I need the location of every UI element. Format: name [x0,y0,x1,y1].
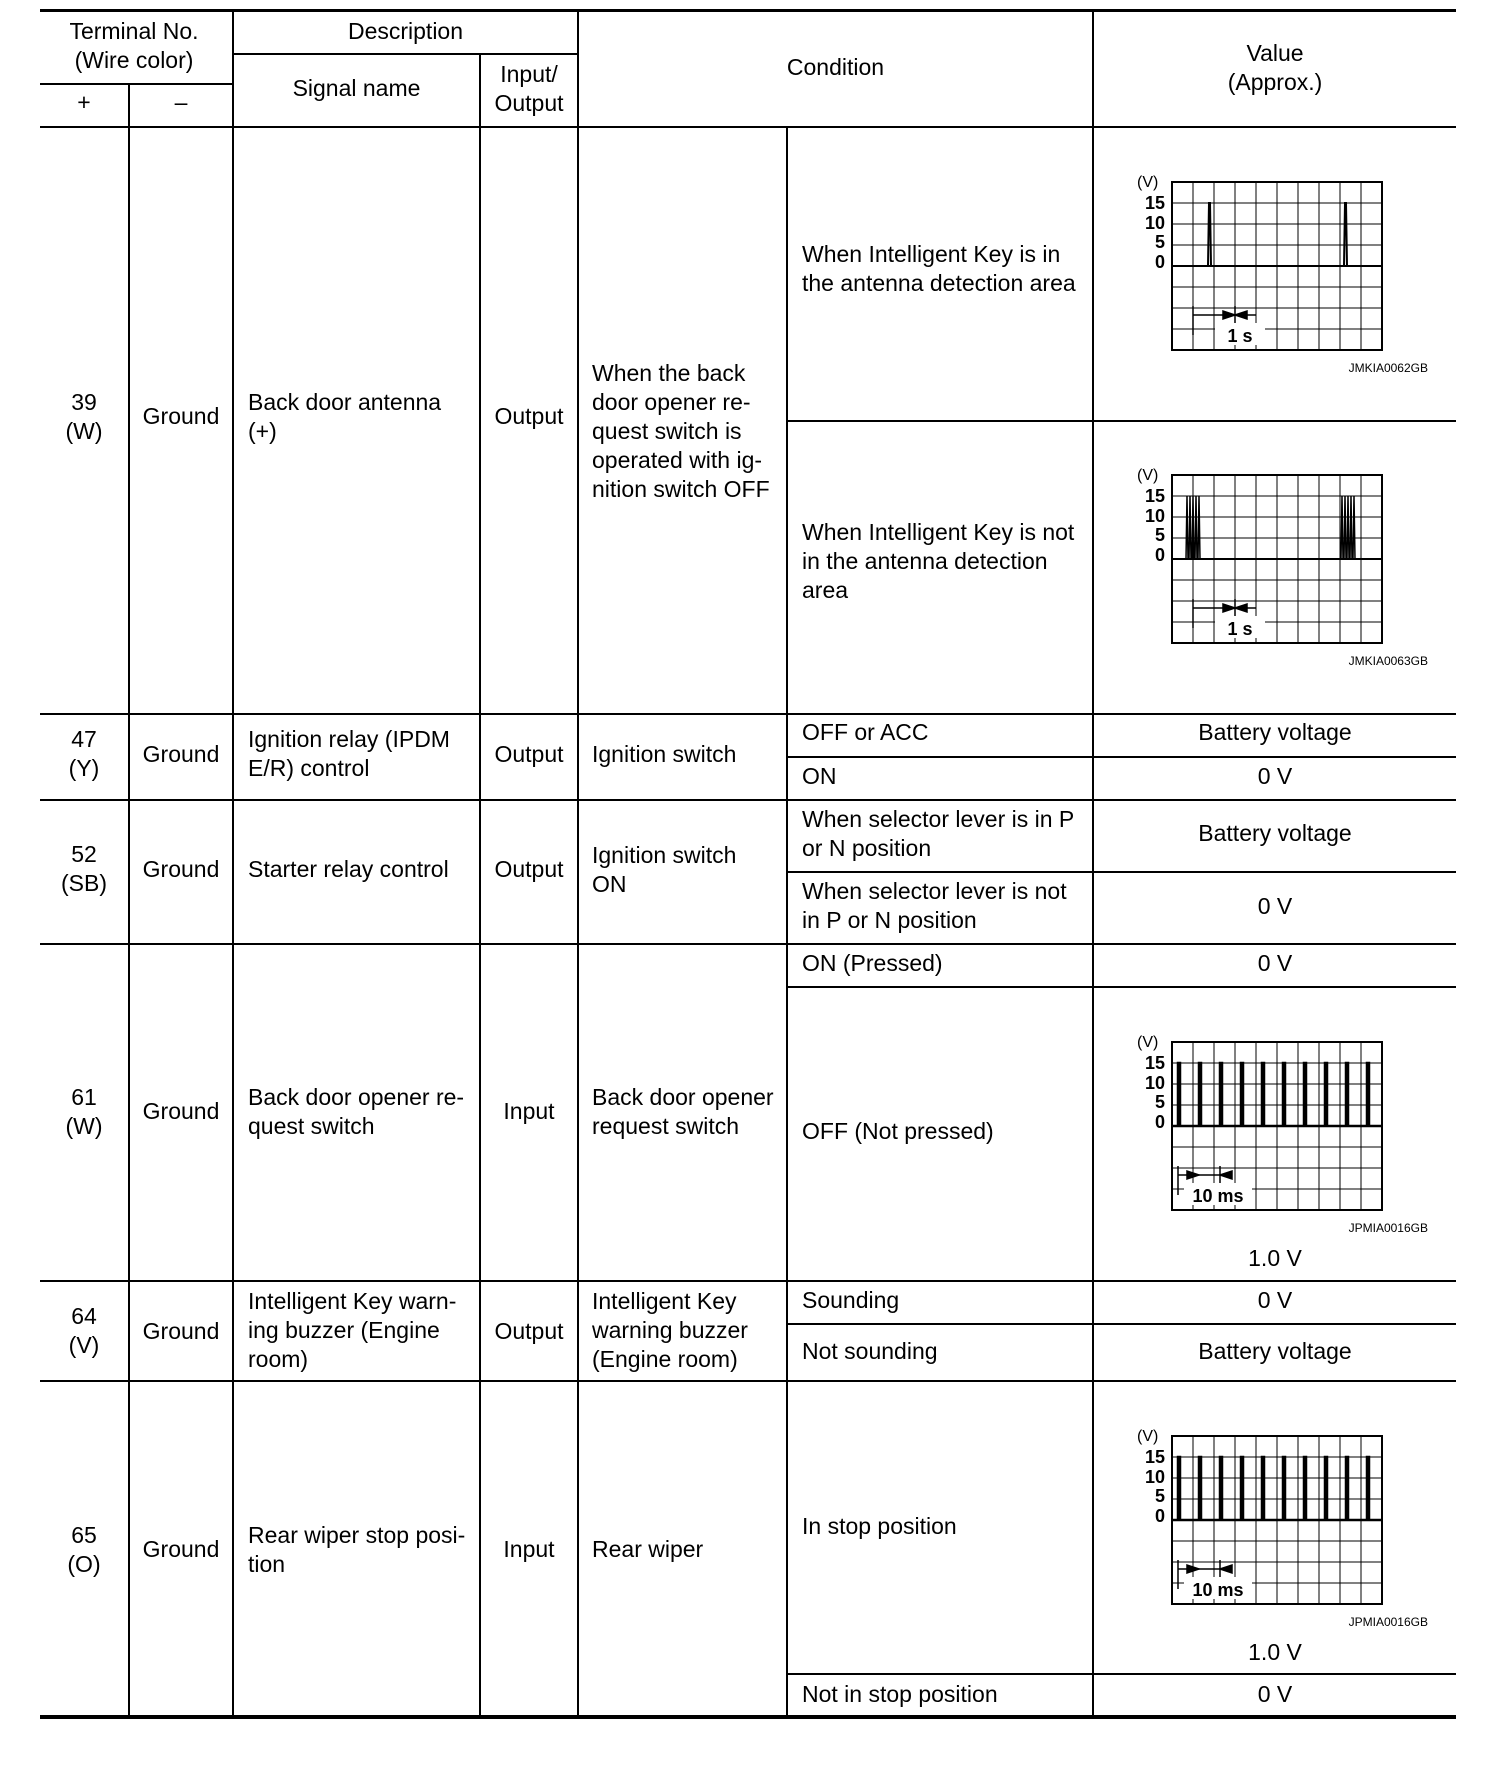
waveform-time-label: 10 ms [1192,1186,1244,1206]
rule [40,1380,1456,1382]
waveform-antenna-not-in-area [1120,463,1440,673]
row-65-sub-1-condition: In stop position [802,1513,957,1539]
row-65-condition: Rear wiper [592,1536,704,1562]
header-terminal-no: Terminal No. (Wire color) [69,18,199,73]
waveform-time-label: 10 ms [1192,1580,1244,1600]
row-64-sub-1-condition: Sounding [802,1287,900,1313]
row-65-ground: Ground [142,1536,220,1562]
col-rule [479,53,481,1717]
rule [40,1280,1456,1282]
waveform-ytick-0: 0 [1154,1506,1165,1526]
row-64-condition: Intelligent Key warning buzzer (Engine room) [592,1288,748,1372]
row-52-io: Output [494,856,564,882]
row-52-condition: Ignition switch ON [592,842,737,897]
rule [40,83,233,85]
row-64-sub-2-value: Battery voltage [1198,1338,1352,1364]
row-47-signal: Ignition relay (IPDM E/R) control [248,726,450,781]
waveform-code: JMKIA0063GB [1348,654,1428,668]
waveform-ytick-10: 10 [1144,213,1165,233]
waveform-code: JPMIA0016GB [1348,1221,1428,1235]
row-65-signal: Rear wiper stop posi- tion [248,1522,466,1577]
rule-header-bottom [40,126,1456,128]
waveform-antenna-in-area [1120,170,1440,380]
row-65-sub-1-value: 1.0 V [1248,1639,1302,1665]
row-64-sub-1-value: 0 V [1257,1287,1293,1313]
row-39-ground: Ground [142,403,220,429]
waveform-ytick-0: 0 [1154,252,1165,272]
waveform-time-label: 1 s [1227,619,1253,639]
row-61-terminal: 61 (W) [65,1084,103,1139]
row-47-sub-2-value: 0 V [1257,763,1293,789]
row-39-condition: When the back door opener re- quest switch is operated with ig- nition switch OFF [592,360,770,502]
row-47-sub-2-condition: ON [802,763,837,789]
waveform-unit: (V) [1137,1034,1159,1051]
row-61-signal: Back door opener re- quest switch [248,1084,465,1139]
rule [787,871,1456,873]
row-64-ground: Ground [142,1318,220,1344]
waveform-unit: (V) [1137,467,1159,484]
row-61-ground: Ground [142,1098,220,1124]
waveform-code: JMKIA0062GB [1348,361,1428,375]
waveform-ytick-15: 15 [1144,486,1165,506]
row-61-sub-2-value: 1.0 V [1248,1245,1302,1271]
row-52-terminal: 52 (SB) [61,841,107,896]
rule [40,713,1456,715]
row-64-signal: Intelligent Key warn- ing buzzer (Engine room) [248,1288,457,1372]
row-39-sub-1-condition: When Intelligent Key is in the antenna detection area [802,241,1076,296]
row-64-terminal: 64 (V) [68,1303,100,1358]
rule [787,756,1456,758]
row-61-sub-1-value: 0 V [1257,950,1293,976]
rule [787,1673,1456,1675]
row-64-sub-2-condition: Not sounding [802,1338,938,1364]
row-39-io: Output [494,403,564,429]
row-65-sub-2-value: 0 V [1257,1681,1293,1707]
row-39-sub-2-condition: When Intelligent Key is not in the antenna detection area [802,519,1075,603]
header-description: Description [347,18,464,44]
row-65-io: Input [503,1536,555,1562]
header-plus: + [77,89,91,115]
waveform-ytick-10: 10 [1144,1467,1165,1487]
waveform-ytick-5: 5 [1154,1486,1165,1506]
rule-top [40,9,1456,12]
header-condition: Condition [786,54,885,80]
waveform-ytick-10: 10 [1144,1073,1165,1093]
waveform-ytick-15: 15 [1144,193,1165,213]
row-47-condition: Ignition switch [592,741,737,767]
waveform-ytick-15: 15 [1144,1447,1165,1467]
row-47-sub-1-value: Battery voltage [1198,719,1352,745]
waveform-ytick-10: 10 [1144,506,1165,526]
rule [787,1323,1456,1325]
waveform-ytick-5: 5 [1154,232,1165,252]
row-52-sub-1-condition: When selector lever is in P or N position [802,806,1075,861]
waveform-ytick-15: 15 [1144,1053,1165,1073]
row-52-ground: Ground [142,856,220,882]
header-minus: – [174,89,188,115]
waveform-ytick-0: 0 [1154,1112,1165,1132]
waveform-ytick-0: 0 [1154,545,1165,565]
row-39-terminal: 39 (W) [65,389,103,444]
waveform-time-label: 1 s [1227,326,1253,346]
row-47-ground: Ground [142,741,220,767]
row-52-sub-2-condition: When selector lever is not in P or N position [802,878,1067,933]
rule [787,986,1456,988]
header-signal-name: Signal name [292,75,421,101]
waveform-switch-not-pressed [1120,1030,1440,1240]
row-47-terminal: 47 (Y) [68,726,100,781]
row-47-io: Output [494,741,564,767]
waveform-wiper-stop-position [1120,1424,1440,1634]
row-61-sub-2-condition: OFF (Not pressed) [802,1118,994,1144]
waveform-ytick-5: 5 [1154,525,1165,545]
header-value: Value (Approx.) [1227,40,1323,95]
row-65-sub-2-condition: Not in stop position [802,1681,998,1707]
row-47-sub-1-condition: OFF or ACC [802,719,929,745]
row-65-terminal: 65 (O) [67,1522,101,1577]
waveform-code: JPMIA0016GB [1348,1615,1428,1629]
col-rule [128,83,130,1717]
row-61-condition: Back door opener request switch [592,1084,774,1139]
rule [787,420,1456,422]
col-rule [577,10,579,1717]
row-64-io: Output [494,1318,564,1344]
row-61-sub-1-condition: ON (Pressed) [802,950,943,976]
row-52-sub-2-value: 0 V [1257,893,1293,919]
waveform-unit: (V) [1137,1428,1159,1445]
col-rule [786,126,788,1717]
row-52-signal: Starter relay control [248,856,449,882]
row-52-sub-1-value: Battery voltage [1198,820,1352,846]
rule [40,799,1456,801]
row-39-signal: Back door antenna (+) [248,389,442,444]
waveform-ytick-5: 5 [1154,1092,1165,1112]
waveform-unit: (V) [1137,174,1159,191]
rule [233,53,578,55]
col-rule [1092,10,1094,1717]
row-61-io: Input [503,1098,555,1124]
header-input-output: Input/ Output [494,61,564,116]
rule-bottom [40,1715,1456,1719]
col-rule [232,10,234,1717]
rule [40,943,1456,945]
